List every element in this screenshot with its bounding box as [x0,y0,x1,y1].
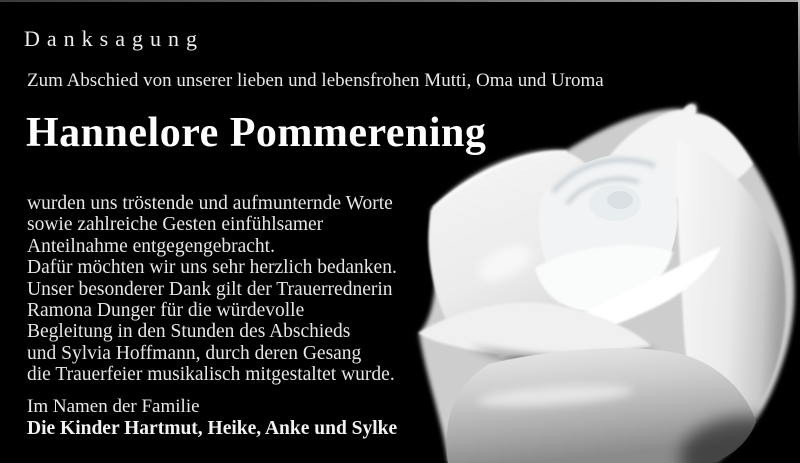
body-line: Begleitung in den Stunden des Abschieds [27,321,351,343]
intro-text: Zum Abschied von unserer lieben und lebensfrohen Mutti, Oma und Uroma [27,70,604,91]
thank-you-body [27,193,397,386]
family-names: Die Kinder Hartmut, Heike, Anke und Sylke [27,418,398,439]
body-line: sowie zahlreiche Gesten einfühlsamer [27,214,324,236]
body-line: Unser besonderer Dank gilt der Trauerrednerin [27,278,393,300]
body-line: die Trauerfeier musikalisch mitgestaltet wurde. [27,364,395,386]
body-line: Anteilnahme entgegengebracht. [27,235,275,257]
body-line: wurden uns tröstende und aufmunternde Worte [27,193,393,214]
body-line: Dafür möchten wir uns sehr herzlich bedanken. [27,257,397,279]
deceased-name-title: Hannelore Pommerening [26,110,487,156]
body-line: und Sylvia Hoffmann, durch deren Gesang [27,342,362,364]
closing-block [27,396,397,440]
top-edge-line [0,0,800,2]
closing-lead: Im Namen der Familie [27,396,200,417]
notice-header: Danksagung [24,26,204,51]
body-line: Ramona Dunger für die würdevolle [27,300,305,322]
